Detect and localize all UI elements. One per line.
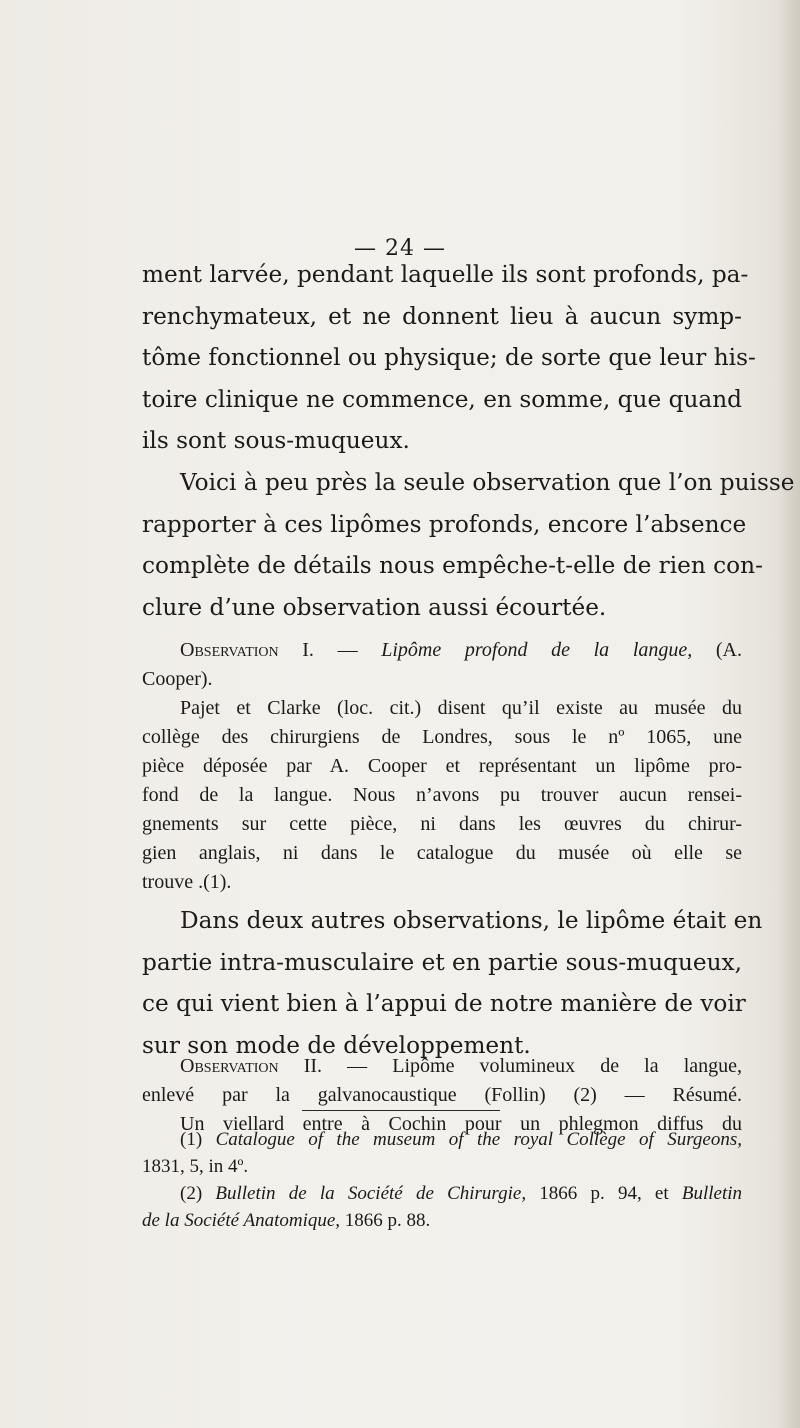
observation-1-heading-line2: Cooper). [142, 668, 213, 690]
observation-title: Lipôme profond de la langue, [381, 639, 693, 661]
footnote-title: Bulletin [681, 1183, 743, 1204]
text-line: gien anglais, ni dans le catalogue du musée où elle se [142, 842, 742, 864]
dash: — [313, 639, 382, 661]
paragraph-two-observations [142, 900, 763, 1066]
text-line: ment larvée, pendant laquelle ils sont profonds, pa- [142, 261, 749, 288]
footnote-text: 1866 p. 88. [340, 1210, 431, 1231]
text-line: clure d’une observation aussi écourtée. [142, 593, 607, 621]
footnote-title: Bulletin de la Société de Chirurgie, [215, 1183, 527, 1204]
observation-heading-rest: (A. [692, 639, 742, 661]
footnote-separator [302, 1110, 500, 1111]
text-line: ils sont sous-muqueux. [142, 427, 410, 454]
observation-2-heading [142, 1052, 742, 1081]
footnote-2-line2 [142, 1207, 742, 1234]
observation-label: Observation II. [180, 1055, 323, 1077]
footnote-title: de la Société Anatomique, [142, 1210, 341, 1231]
text-line: toire clinique ne commence, en somme, que quand [142, 385, 742, 413]
text-line: partie intra-musculaire et en partie sous-muqueux, [142, 948, 742, 976]
text-line: ce qui vient bien à l’appui de notre manière de voir [142, 990, 746, 1017]
text-line: fond de la langue. Nous n’avons pu trouver aucun rensei- [142, 784, 742, 806]
observation-1 [142, 636, 742, 897]
text-line: tôme fonctionnel ou physique; de sorte que leur his- [142, 344, 756, 371]
text-line: Voici à peu près la seule observation que l’on puisse [180, 469, 795, 496]
text-line: collège des chirurgiens de Londres, sous le nº 1065, une [142, 726, 742, 748]
text-line: sur son mode de développement. [142, 1031, 531, 1059]
footnotes [142, 1126, 742, 1234]
paragraph-intro-observation [142, 462, 795, 628]
footnote-text: 1866 p. 94, et [526, 1183, 682, 1204]
text-line: trouve .(1). [142, 871, 232, 893]
footnote-title: Catalogue of the museum of the royal Collège of Surgeons, [215, 1129, 742, 1150]
text-line: pièce déposée par A. Cooper et représentant un lipôme pro- [142, 755, 742, 777]
text-line: Pajet et Clarke (loc. cit.) disent qu’il existe au musée du [180, 697, 742, 719]
page-number: — 24 — [354, 236, 446, 261]
observation-1-heading [142, 636, 742, 665]
text-line: rapporter à ces lipômes profonds, encore l’absence [142, 510, 747, 538]
paragraph-continuation [142, 254, 756, 462]
text-line: renchymateux, et ne donnent lieu à aucun symp- [142, 302, 742, 330]
footnote-1 [142, 1126, 742, 1153]
observation-2-heading-line2: enlevé par la galvanocaustique (Follin) (2) — Résumé. [142, 1084, 742, 1106]
text-line: complète de détails nous empêche-t-elle de rien con- [142, 552, 763, 579]
footnote-marker: (2) [180, 1183, 216, 1204]
text-line: Dans deux autres observations, le lipôme était en [180, 907, 763, 934]
text-line: gnements sur cette pièce, ni dans les œuvres du chirur- [142, 813, 742, 835]
observation-heading-rest: — Lipôme volumineux de la langue, [322, 1055, 742, 1077]
text-line: Un viellard entre à Cochin pour un phlegmon diffus du [180, 1113, 742, 1135]
footnote-marker: (1) [180, 1129, 216, 1150]
footnote-1-line2: 1831, 5, in 4º. [142, 1156, 249, 1177]
footnote-2 [142, 1180, 742, 1207]
observation-label: Observation I. [180, 639, 314, 661]
